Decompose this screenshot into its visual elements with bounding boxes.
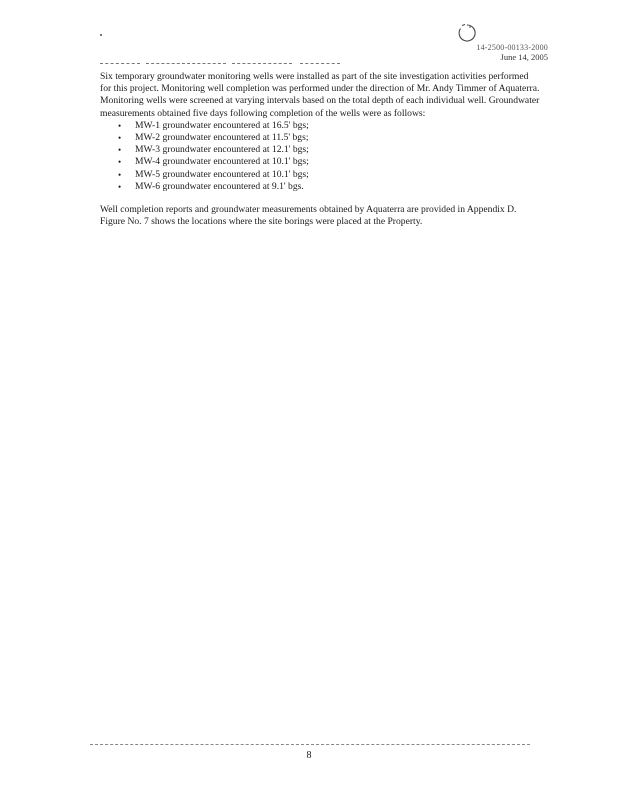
header-rule bbox=[146, 63, 226, 64]
list-item: • MW-5 groundwater encountered at 10.1' bgs; bbox=[118, 169, 540, 181]
body-paragraph: Well completion reports and groundwater measurements obtained by Aquaterra are provided in Appendix D. Figure No. 7 shows the locations where the site borings were placed at the Property. bbox=[100, 204, 517, 228]
list-item: • MW-2 groundwater encountered at 11.5' bgs; bbox=[118, 132, 540, 144]
header-rule bbox=[100, 63, 140, 64]
list-item: • MW-3 groundwater encountered at 12.1' bgs; bbox=[118, 144, 540, 156]
scan-mark bbox=[100, 34, 102, 36]
footer-rule bbox=[90, 744, 530, 745]
company-logo-icon bbox=[456, 22, 478, 44]
groundwater-measurements-list bbox=[100, 120, 540, 193]
document-body bbox=[100, 71, 540, 228]
list-item: • MW-1 groundwater encountered at 16.5' bgs; bbox=[118, 120, 540, 132]
page-number: 8 bbox=[306, 750, 312, 761]
header-date: June 14, 2005 bbox=[500, 52, 548, 62]
header-rule bbox=[232, 63, 292, 64]
header-reference: 14-2500-00133-2000 bbox=[476, 43, 548, 52]
list-item: • MW-4 groundwater encountered at 10.1' bgs; bbox=[118, 156, 540, 168]
body-paragraph: Six temporary groundwater monitoring wells were installed as part of the site investigation activities performed for this project. Monitoring well completion was performed under the direction of Mr. Andy Timmer of Aquaterra. Monitoring wells were screened at varying intervals based on the total depth of each individual well. Groundwater measurements obtained five days following completion of the wells were as follows: bbox=[100, 71, 540, 119]
list-item: • MW-6 groundwater encountered at 9.1' bgs. bbox=[118, 181, 540, 193]
header-rule bbox=[300, 63, 340, 64]
